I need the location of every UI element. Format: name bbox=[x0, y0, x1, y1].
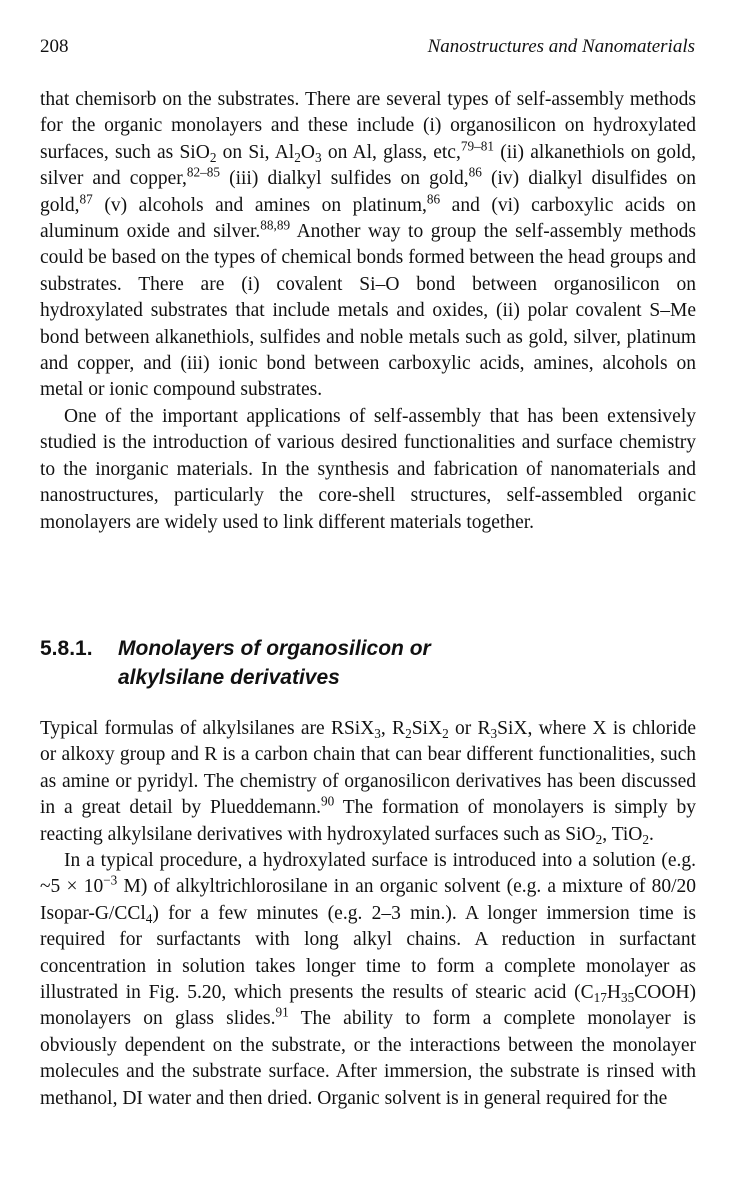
subscript: 3 bbox=[490, 725, 498, 741]
citation-ref: 91 bbox=[275, 1005, 289, 1021]
text-run: SiX, where X is chloride or alkoxy group and R is a carbon chain that can bear different functionalities, such as amine or pyridyl. The chemistry of organosilicon derivatives has been discussed in a great detail by Plueddemann. bbox=[40, 718, 696, 819]
text-run: , R bbox=[380, 718, 406, 739]
text-run: . bbox=[648, 823, 654, 845]
text-run: M) of alkyltrichlorosilane in an organic solvent (e.g. a mixture of 80/20 Isopar-G/CCl bbox=[40, 876, 696, 924]
subscript: 2 bbox=[294, 149, 301, 165]
text-run: (v) alcohols and amines on platinum, bbox=[92, 194, 427, 216]
text-run: H bbox=[606, 982, 621, 1004]
section-title-line1: Monolayers of organosilicon or bbox=[118, 637, 431, 660]
citation-ref: 90 bbox=[320, 793, 335, 809]
paragraph-typical-procedure bbox=[40, 848, 696, 1112]
text-run: on Si, Al bbox=[216, 141, 295, 163]
subscript: 17 bbox=[593, 990, 607, 1006]
subscript: 2 bbox=[209, 149, 217, 165]
text-run: In a typical procedure, a hydroxylated surface is introduced into a solution (e.g. ~5 × 10 bbox=[40, 850, 696, 898]
subscript: 3 bbox=[314, 149, 322, 165]
paragraph-self-assembly-methods bbox=[40, 87, 696, 404]
citation-ref: 88,89 bbox=[260, 217, 291, 233]
text-run: , TiO bbox=[602, 823, 643, 845]
section-heading bbox=[40, 634, 696, 692]
text-run: SiX bbox=[411, 718, 443, 739]
citation-ref: 79–81 bbox=[460, 138, 494, 154]
exponent: −3 bbox=[103, 873, 118, 889]
subscript: 2 bbox=[642, 831, 649, 847]
citation-ref: 86 bbox=[468, 164, 482, 180]
subscript: 2 bbox=[405, 725, 412, 741]
text-run: COOH) monolayers on glass slides. bbox=[40, 982, 696, 1030]
subscript: 2 bbox=[442, 725, 449, 741]
text-run: or R bbox=[448, 718, 491, 739]
text-run: (iv) dialkyl disulfides on gold, bbox=[40, 168, 696, 216]
text-run: on Al, glass, etc, bbox=[321, 141, 461, 163]
text-run: that chemisorb on the substrates. There are several types of self-assembly methods for the organic monolayers and these include (i) organosilicon on hydroxylated surfaces, such as SiO bbox=[40, 89, 696, 163]
text-run: (iii) dialkyl sulfides on gold, bbox=[219, 168, 469, 190]
text-run: ) for a few minutes (e.g. 2–3 min.). A longer immersion time is required for surfactants with long alkyl chains. A reduction in surfactant concentration in solution takes longer time to form a complete monolayer as illustrated in Fig. 5.20, which presents the results of stearic acid (C bbox=[40, 902, 696, 1004]
book-title: Nanostructures and Nanomaterials bbox=[427, 36, 695, 57]
text-run: The ability to form a complete monolayer is obviously dependent on the substrate, or the interactions between the monolayer molecules and the substrate surface. After immersion, the substrate is rinsed with methanol, DI water and then dried. Organic solvent is in general required for the bbox=[40, 1008, 696, 1109]
section-number: 5.8.1. bbox=[40, 637, 93, 660]
body-text-bottom bbox=[40, 716, 696, 1112]
subscript: 4 bbox=[145, 910, 153, 926]
citation-ref: 86 bbox=[426, 191, 441, 207]
paragraph-applications: One of the important applications of self-assembly that has been extensively studied is the introduction of various desired functionalities and surface chemistry to the inorganic materials. In the synthesis and fabrication of nanomaterials and nanostructures, particularly the core-shell structures, self-assembled organic monolayers are widely used to link different materials together. bbox=[40, 405, 696, 533]
citation-ref: 87 bbox=[79, 191, 93, 207]
subscript: 2 bbox=[595, 831, 603, 847]
body-text-top bbox=[40, 87, 696, 536]
text-run: Another way to group the self-assembly methods could be based on the types of chemical bonds formed between the head groups and substrates. There are (i) covalent Si–O bond between organosilicon on hydroxylated substrates that include metals and oxides, (ii) polar covalent S–Me bond between alkanethiols, sulfides and noble metals such as gold, silver, platinum and copper, and (iii) ionic bond between carboxylic acids, amines, alcohols on metal or ionic compound substrates. bbox=[40, 221, 696, 401]
running-head bbox=[40, 36, 695, 62]
text-run: Typical formulas of alkylsilanes are RSiX bbox=[40, 718, 375, 739]
section-title-line2: alkylsilane derivatives bbox=[118, 666, 340, 689]
text-run: O bbox=[300, 141, 315, 163]
subscript: 35 bbox=[621, 990, 635, 1006]
paragraph-alkylsilane-formulas bbox=[40, 716, 696, 848]
text-run: The formation of monolayers is simply by reacting alkylsilane derivatives with hydroxylated surfaces such as SiO bbox=[40, 797, 696, 845]
citation-ref: 82–85 bbox=[186, 164, 220, 180]
text-run: and (vi) carboxylic acids on aluminum oxide and silver. bbox=[40, 194, 697, 243]
page-number: 208 bbox=[40, 36, 69, 57]
text-run: (ii) alkanethiols on gold, silver and copper, bbox=[40, 141, 697, 190]
subscript: 3 bbox=[374, 725, 381, 741]
